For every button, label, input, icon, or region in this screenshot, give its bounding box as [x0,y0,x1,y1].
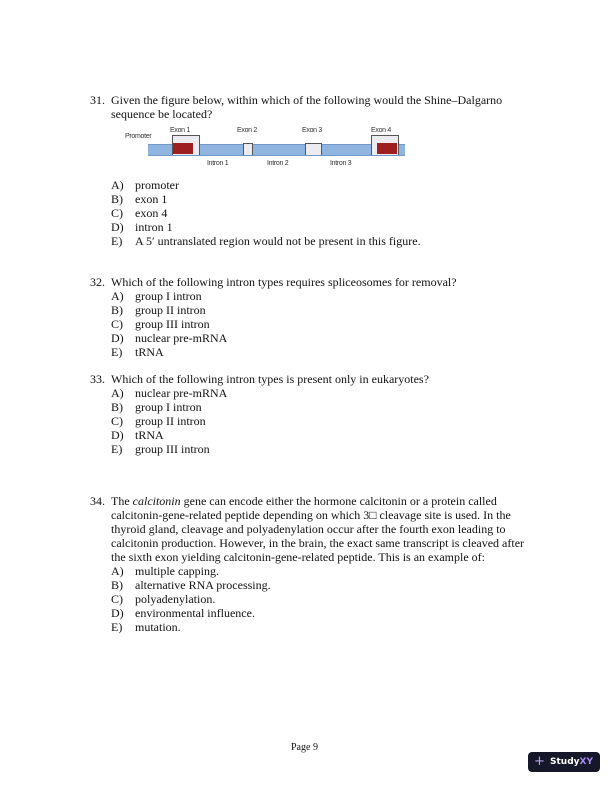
intron-1-label: Intron 1 [207,160,229,167]
exon-3-label: Exon 3 [302,127,322,134]
q32-option-letter: D) [111,331,124,345]
q32-number: 32. [90,275,105,289]
intron-3-label: Intron 3 [330,160,352,167]
q34-option-letter: E) [111,620,123,634]
q31-option-letter: B) [111,192,123,206]
gene-bar [148,144,405,156]
exon-4-label: Exon 4 [371,127,391,134]
q34-option-text: polyadenylation. [135,592,216,606]
q33-option-text: tRNA [135,428,164,442]
q33-number: 33. [90,372,105,386]
q33-option-letter: D) [111,428,124,442]
q34-text-4: calcitonin production. However, in the brain, the exact same transcript is cleaved after [111,536,525,550]
q34-text-3: thyroid gland, cleavage and polyadenylation occur after the fourth exon leading to [111,522,506,536]
q34-text-1 [111,494,497,508]
exon-2-label: Exon 2 [237,127,257,134]
q32-option-letter: E) [111,345,123,359]
studyxy-logo[interactable] [528,752,600,772]
q32-option-text: group III intron [135,317,210,331]
q32-option-text: tRNA [135,345,164,359]
q32-option-text: group I intron [135,289,202,303]
q33-option-text: group III intron [135,442,210,456]
logo-text-xy: XY [579,757,593,767]
q34-number: 34. [90,494,105,508]
q34-text-pre: The [111,494,133,508]
page-number: Page 9 [291,742,318,753]
q32-option-text: nuclear pre-mRNA [135,331,228,345]
q31-option-text: exon 4 [135,206,168,220]
q32-option-letter: B) [111,303,123,317]
intron-2-label: Intron 2 [267,160,289,167]
q32-option-letter: C) [111,317,123,331]
q33-option-text: group II intron [135,414,206,428]
exon-4-box [371,135,399,155]
q31-option-text: intron 1 [135,220,173,234]
q33-option-letter: B) [111,400,123,414]
exon-3-box [305,143,322,155]
q31-option-text: A 5′ untranslated region would not be present in this figure. [135,234,421,248]
q33-option-letter: A) [111,386,124,400]
exon-2-box [243,143,253,155]
q34-text-post: gene can encode either the hormone calcitonin or a protein called [180,494,497,508]
q34-option-letter: C) [111,592,123,606]
q33-option-letter: E) [111,442,123,456]
q33-option-text: group I intron [135,400,202,414]
q32-text: Which of the following intron types requires spliceosomes for removal? [111,275,457,289]
q34-option-text: multiple capping. [135,564,219,578]
q33-option-letter: C) [111,414,123,428]
q31-option-text: exon 1 [135,192,168,206]
q31-number: 31. [90,93,105,107]
q34-text-2: calcitonin-gene-related peptide depending on which 3□ cleavage site is used. In the [111,508,511,522]
q34-option-letter: D) [111,606,124,620]
q34-option-letter: B) [111,578,123,592]
exon-1-label: Exon 1 [170,127,190,134]
q34-option-letter: A) [111,564,124,578]
q31-option-letter: A) [111,178,124,192]
q31-option-letter: D) [111,220,124,234]
q33-option-text: nuclear pre-mRNA [135,386,228,400]
exon-4-coding [377,143,397,154]
q31-option-letter: E) [111,234,123,248]
exon-1-coding [173,143,193,154]
q31-option-letter: C) [111,206,123,220]
logo-text-study: Study [550,757,580,767]
q34-text-5: the sixth exon yielding calcitonin-gene-related peptide. This is an example of: [111,550,485,564]
q31-text-1: Given the figure below, within which of the following would the Shine–Dalgarno [111,93,503,107]
exon-1-box [172,135,200,155]
q34-option-text: environmental influence. [135,606,255,620]
plus-icon: + [534,754,545,769]
q32-option-text: group II intron [135,303,206,317]
q34-option-text: alternative RNA processing. [135,578,271,592]
q32-option-letter: A) [111,289,124,303]
promoter-label: Promoter [125,133,152,140]
q34-option-text: mutation. [135,620,181,634]
q33-text: Which of the following intron types is present only in eukaryotes? [111,372,429,386]
q34-text-italic: calcitonin [132,494,181,508]
q31-option-text: promoter [135,178,179,192]
q31-text-2: sequence be located? [111,107,213,121]
